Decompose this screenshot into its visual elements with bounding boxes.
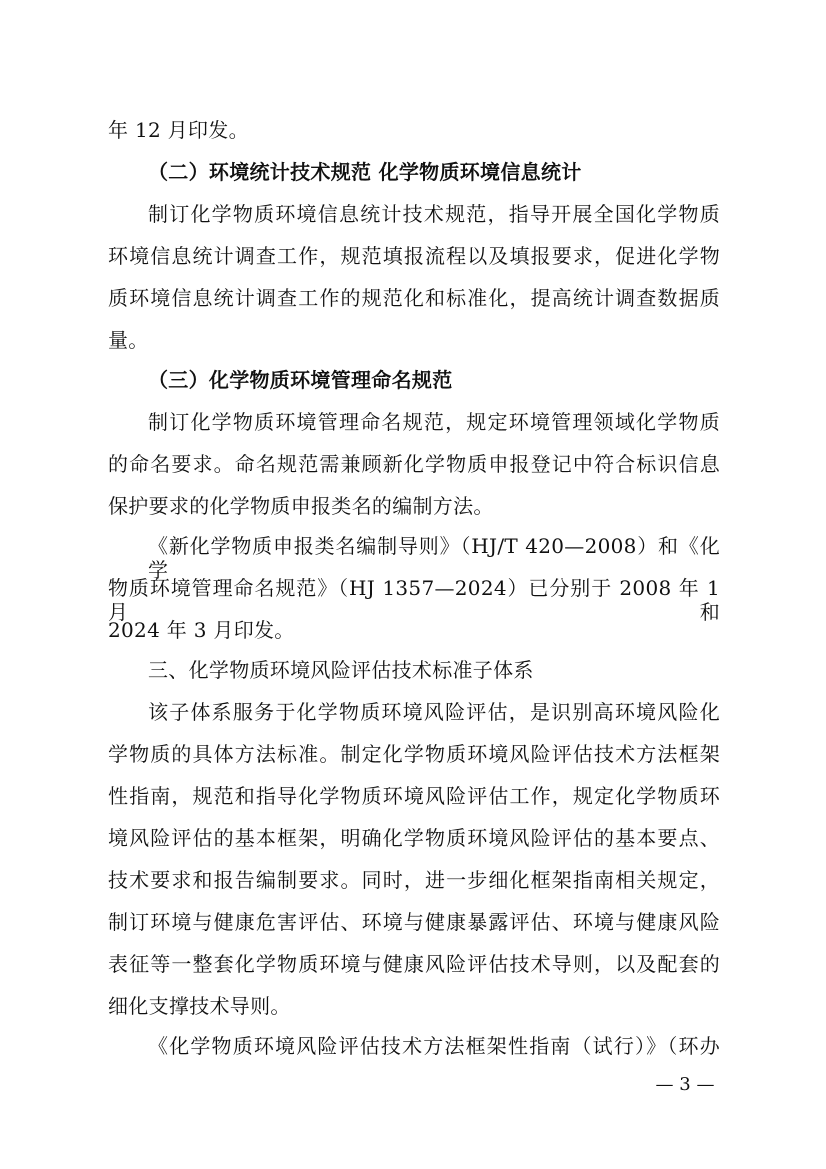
paragraph-line: 制订化学物质环境管理命名规范，规定环境管理领域化学物质	[148, 410, 720, 434]
paragraph-line: 环境信息统计调查工作，规范填报流程以及填报要求，促进化学物	[108, 244, 720, 268]
paragraph-line: 《新化学物质申报类名编制导则》（HJ/T 420—2008）和《化学	[148, 534, 720, 582]
paragraph-line: 质环境信息统计调查工作的规范化和标准化，提高统计调查数据质	[108, 286, 720, 310]
paragraph-line: 保护要求的化学物质申报类名的编制方法。	[108, 494, 494, 518]
paragraph-line: 性指南，规范和指导化学物质环境风险评估工作，规定化学物质环	[108, 784, 720, 808]
paragraph-line: 制订环境与健康危害评估、环境与健康暴露评估、环境与健康风险	[108, 910, 720, 934]
paragraph-line: 的命名要求。命名规范需兼顾新化学物质申报登记中符合标识信息	[108, 452, 720, 476]
section-heading: 三、化学物质环境风险评估技术标准子体系	[148, 658, 534, 682]
paragraph-line: 学物质的具体方法标准。制定化学物质环境风险评估技术方法框架	[108, 742, 720, 766]
paragraph-line: 物质环境管理命名规范》（HJ 1357—2024）已分别于 2008 年 1 月和	[108, 576, 720, 624]
paragraph-line: 制订化学物质环境信息统计技术规范，指导开展全国化学物质	[148, 202, 720, 226]
paragraph-line: 表征等一整套化学物质环境与健康风险评估技术导则，以及配套的	[108, 952, 720, 976]
paragraph-line: 2024 年 3 月印发。	[108, 618, 295, 642]
paragraph-line: 该子体系服务于化学物质环境风险评估，是识别高环境风险化	[148, 700, 720, 724]
paragraph-line: 《化学物质环境风险评估技术方法框架性指南（试行）》（环办	[148, 1034, 720, 1058]
paragraph-line: 量。	[108, 328, 149, 352]
section-heading: （三）化学物质环境管理命名规范	[148, 368, 453, 392]
section-heading: （二）环境统计技术规范 化学物质环境信息统计	[148, 160, 582, 184]
paragraph-line: 年 12 月印发。	[108, 118, 249, 142]
paragraph-line: 技术要求和报告编制要求。同时，进一步细化框架指南相关规定，	[108, 868, 720, 892]
paragraph-line: 境风险评估的基本框架，明确化学物质环境风险评估的基本要点、	[108, 826, 720, 850]
page-number: — 3 —	[655, 1074, 715, 1095]
paragraph-line: 细化支撑技术导则。	[108, 994, 291, 1018]
